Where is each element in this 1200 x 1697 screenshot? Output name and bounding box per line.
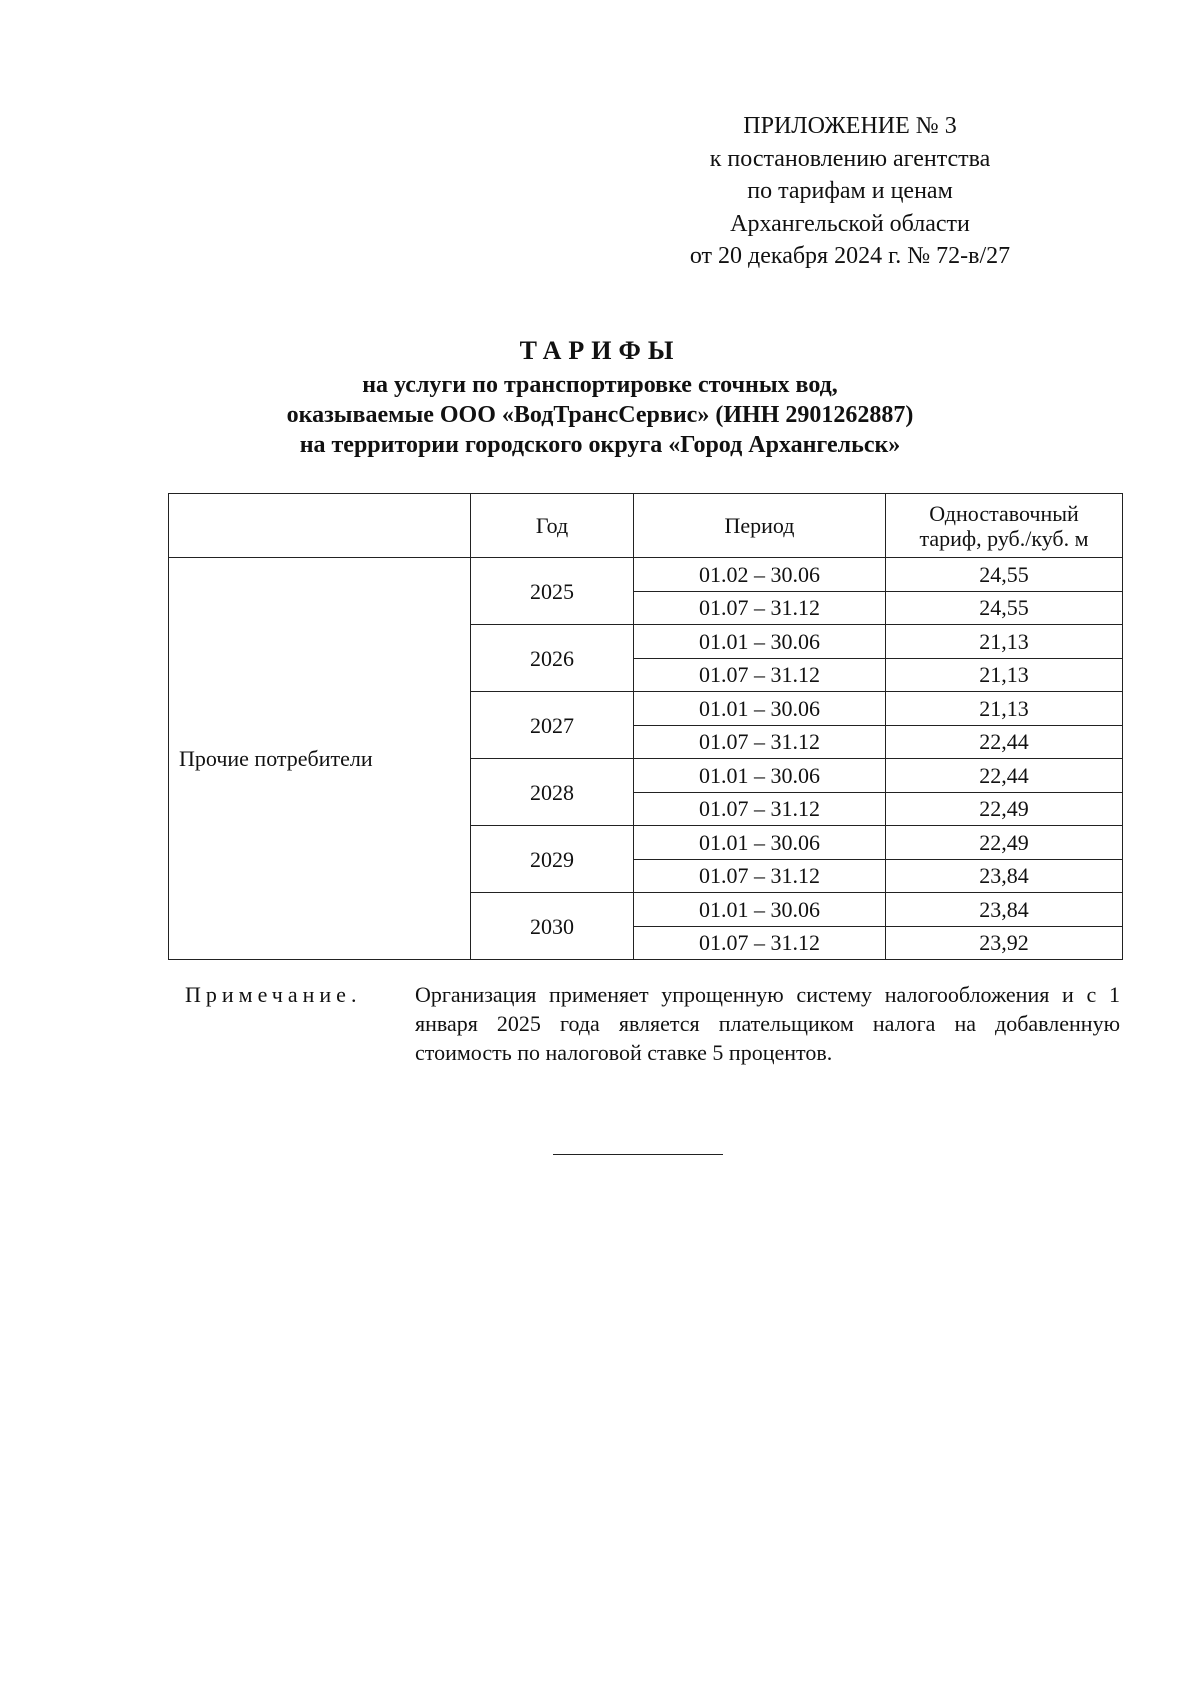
period-cell: 01.07 – 31.12 xyxy=(634,725,886,759)
title-heading: ТАРИФЫ xyxy=(519,336,681,365)
tariff-cell: 22,44 xyxy=(886,725,1123,759)
appendix-line: к постановлению агентства xyxy=(709,145,991,172)
document-title xyxy=(180,336,1020,460)
tariff-cell: 21,13 xyxy=(886,658,1123,692)
year-cell: 2030 xyxy=(471,893,634,960)
year-cell: 2029 xyxy=(471,826,634,893)
appendix-line: от 20 декабря 2024 г. № 72-в/27 xyxy=(689,243,1011,269)
period-cell: 01.01 – 30.06 xyxy=(634,625,886,659)
tariff-cell: 21,13 xyxy=(886,692,1123,726)
period-cell: 01.07 – 31.12 xyxy=(634,591,886,625)
tariff-cell: 23,92 xyxy=(886,926,1123,960)
tariff-cell: 23,84 xyxy=(886,859,1123,893)
period-cell: 01.02 – 30.06 xyxy=(634,558,886,592)
header-consumer xyxy=(169,494,471,558)
table-header-row xyxy=(169,494,1123,558)
period-cell: 01.01 – 30.06 xyxy=(634,893,886,927)
consumer-cell: Прочие потребители xyxy=(169,558,471,960)
tariff-cell: 21,13 xyxy=(886,625,1123,659)
note-label: Примечание. xyxy=(185,982,362,1007)
title-line: оказываемые ООО «ВодТрансСервис» (ИНН 2901262887) xyxy=(286,402,914,428)
header-tariff: Одноставочный тариф, руб./куб. м xyxy=(886,494,1123,558)
year-cell: 2025 xyxy=(471,558,634,625)
note-text: Организация применяет упрощенную систему налогообложения и с 1 января 2025 года является плательщиком налога на добавленную стоимость по налоговой ставке 5 процентов. xyxy=(415,982,1120,1065)
period-cell: 01.07 – 31.12 xyxy=(634,926,886,960)
period-cell: 01.07 – 31.12 xyxy=(634,859,886,893)
tariff-table xyxy=(168,493,1123,960)
appendix-line: Архангельской области xyxy=(730,210,970,237)
period-cell: 01.07 – 31.12 xyxy=(634,658,886,692)
tariff-cell: 22,49 xyxy=(886,826,1123,860)
tariff-cell: 23,84 xyxy=(886,893,1123,927)
period-cell: 01.01 – 30.06 xyxy=(634,759,886,793)
year-cell: 2026 xyxy=(471,625,634,692)
period-cell: 01.01 – 30.06 xyxy=(634,826,886,860)
header-period: Период xyxy=(634,494,886,558)
period-cell: 01.07 – 31.12 xyxy=(634,792,886,826)
year-cell: 2028 xyxy=(471,759,634,826)
tariff-cell: 22,44 xyxy=(886,759,1123,793)
year-cell: 2027 xyxy=(471,692,634,759)
appendix-line: по тарифам и ценам xyxy=(747,178,953,204)
tariff-cell: 24,55 xyxy=(886,591,1123,625)
table-row xyxy=(169,558,1123,592)
tariff-cell: 24,55 xyxy=(886,558,1123,592)
tariff-cell: 22,49 xyxy=(886,792,1123,826)
end-divider xyxy=(553,1154,723,1155)
period-cell: 01.01 – 30.06 xyxy=(634,692,886,726)
title-line: на территории городского округа «Город Архангельск» xyxy=(299,432,901,458)
appendix-line: ПРИЛОЖЕНИЕ № 3 xyxy=(743,113,957,139)
title-line: на услуги по транспортировке сточных вод, xyxy=(362,372,838,398)
header-year: Год xyxy=(471,494,634,558)
appendix-header xyxy=(640,110,1060,273)
